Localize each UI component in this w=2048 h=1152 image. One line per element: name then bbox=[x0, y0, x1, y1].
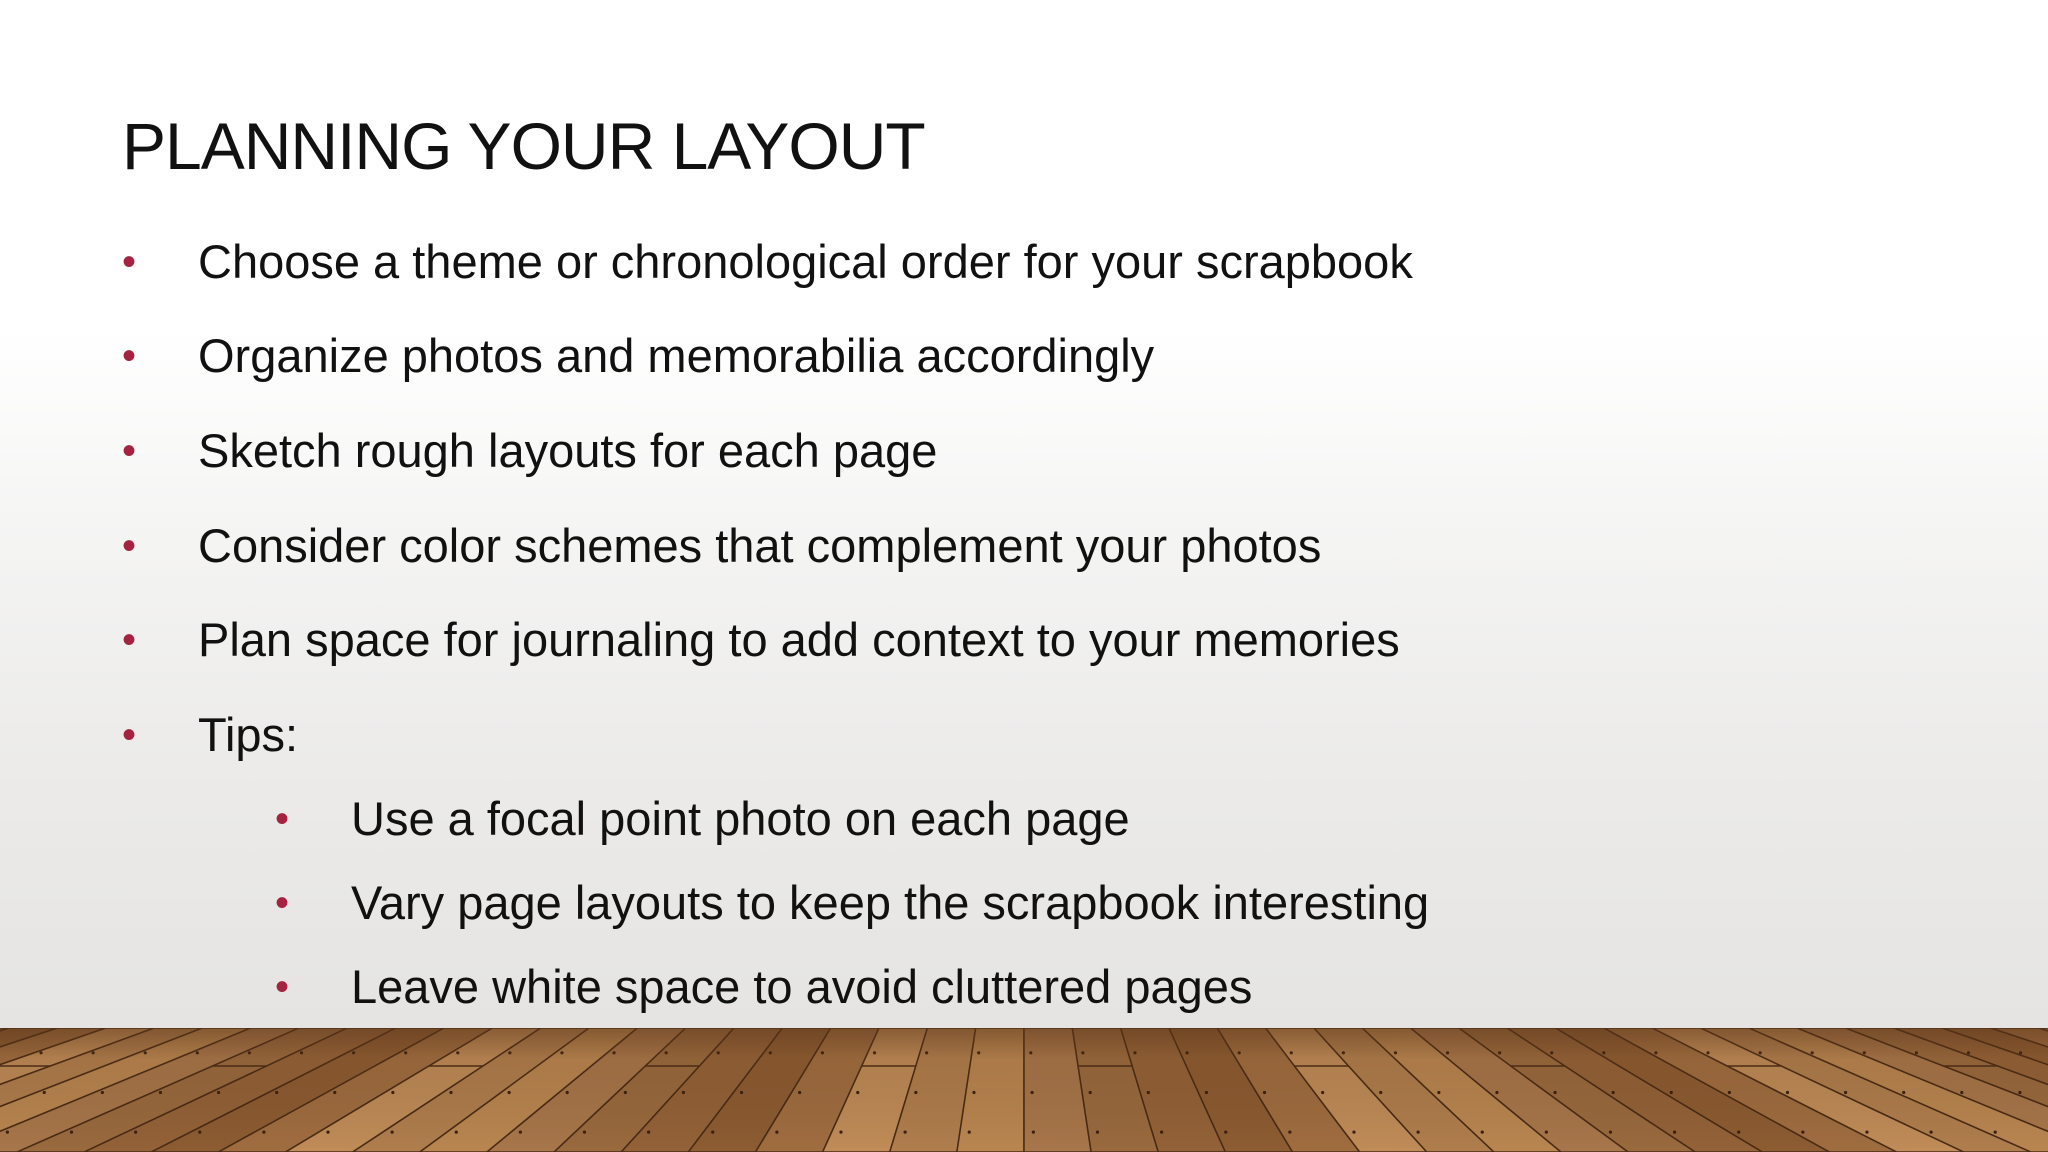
bullet-dot-icon: • bbox=[122, 429, 137, 473]
bullet-dot-icon: • bbox=[122, 240, 137, 284]
bullet-text: Choose a theme or chronological order for your scrapbook bbox=[198, 235, 1413, 288]
bullet-dot-icon: • bbox=[275, 965, 290, 1009]
bullet-text: Organize photos and memorabilia accordingly bbox=[198, 329, 1155, 382]
bullet-text: Sketch rough layouts for each page bbox=[198, 424, 938, 477]
bullet-text: Tips: bbox=[198, 708, 299, 761]
bullet-dot-icon: • bbox=[275, 881, 290, 925]
bullet-dot-icon: • bbox=[122, 334, 137, 378]
wood-floor-decoration bbox=[0, 1028, 2048, 1152]
bullet-dot-icon: • bbox=[122, 713, 137, 757]
sub-bullet-text: Vary page layouts to keep the scrapbook interesting bbox=[351, 876, 1430, 929]
wood-floor-planks bbox=[0, 1028, 2048, 1152]
bullet-dot-icon: • bbox=[122, 618, 137, 662]
slide-title: PLANNING YOUR LAYOUT bbox=[122, 109, 925, 183]
bullet-text: Plan space for journaling to add context to your memories bbox=[198, 613, 1400, 666]
sub-bullet-text: Use a focal point photo on each page bbox=[351, 792, 1130, 845]
bullet-text: Consider color schemes that complement your photos bbox=[198, 519, 1322, 572]
bullet-dot-icon: • bbox=[275, 797, 290, 841]
bullet-dot-icon: • bbox=[122, 524, 137, 568]
sub-bullet-text: Leave white space to avoid cluttered pages bbox=[351, 960, 1253, 1013]
